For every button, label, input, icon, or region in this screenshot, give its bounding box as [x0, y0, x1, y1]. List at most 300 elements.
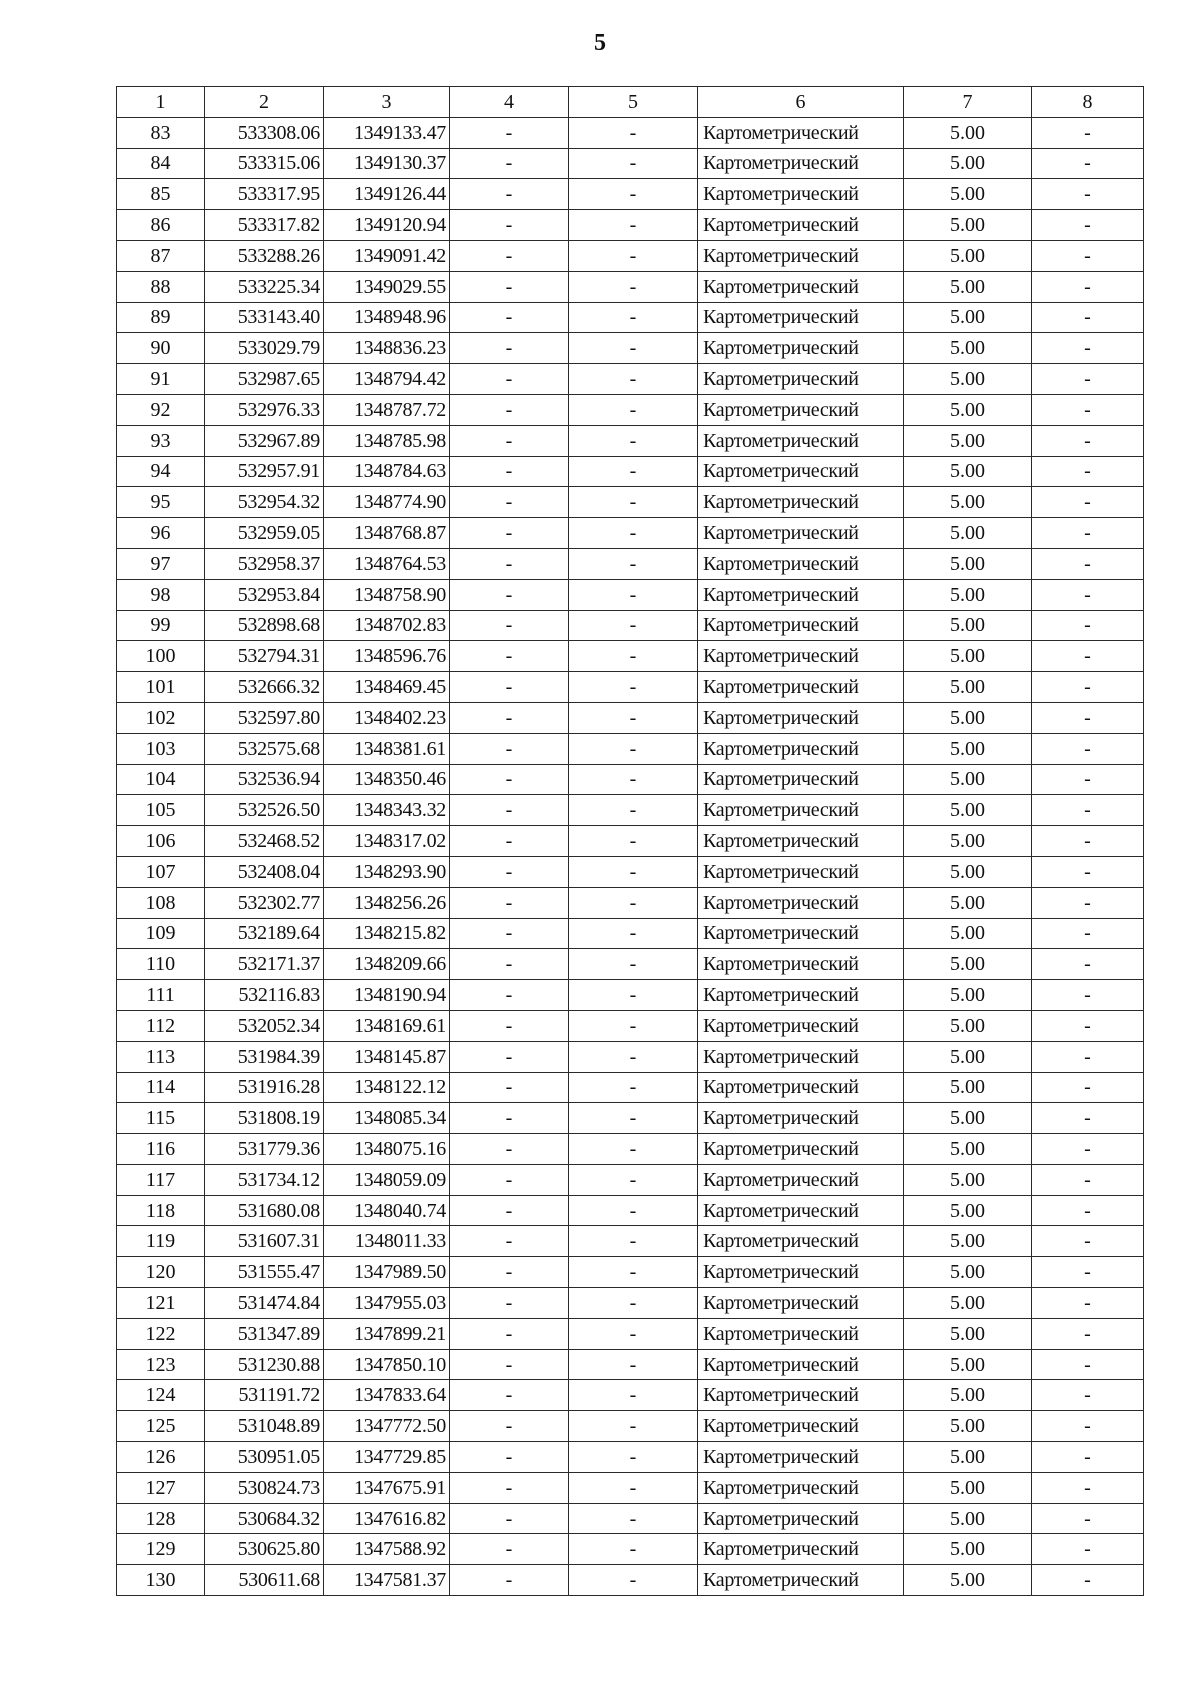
method-cell: Картометрический — [698, 1442, 904, 1473]
accuracy-cell: 5.00 — [904, 1534, 1032, 1565]
accuracy-cell: 5.00 — [904, 579, 1032, 610]
method-cell: Картометрический — [698, 1349, 904, 1380]
y-coordinate-cell: 1348343.32 — [324, 795, 450, 826]
column-4-cell: - — [450, 1288, 569, 1319]
y-coordinate-cell: 1347581.37 — [324, 1565, 450, 1596]
method-cell: Картометрический — [698, 240, 904, 271]
point-number-cell: 84 — [117, 148, 205, 179]
x-coordinate-cell: 532302.77 — [205, 887, 324, 918]
column-4-cell: - — [450, 949, 569, 980]
y-coordinate-cell: 1348794.42 — [324, 364, 450, 395]
column-4-cell: - — [450, 1134, 569, 1165]
x-coordinate-cell: 531779.36 — [205, 1134, 324, 1165]
table-row — [117, 487, 1144, 518]
table-row — [117, 702, 1144, 733]
column-5-cell: - — [569, 949, 698, 980]
table-row — [117, 1226, 1144, 1257]
y-coordinate-cell: 1348122.12 — [324, 1072, 450, 1103]
method-cell: Картометрический — [698, 148, 904, 179]
column-8-cell: - — [1032, 487, 1144, 518]
table-row — [117, 117, 1144, 148]
column-4-cell: - — [450, 610, 569, 641]
x-coordinate-cell: 532958.37 — [205, 548, 324, 579]
table-row — [117, 887, 1144, 918]
table-body — [117, 87, 1144, 1596]
y-coordinate-cell: 1347850.10 — [324, 1349, 450, 1380]
x-coordinate-cell: 530625.80 — [205, 1534, 324, 1565]
y-coordinate-cell: 1348085.34 — [324, 1103, 450, 1134]
column-4-cell: - — [450, 579, 569, 610]
table-row — [117, 1164, 1144, 1195]
column-5-cell: - — [569, 1349, 698, 1380]
point-number-cell: 117 — [117, 1164, 205, 1195]
accuracy-cell: 5.00 — [904, 1195, 1032, 1226]
column-4-cell: - — [450, 179, 569, 210]
accuracy-cell: 5.00 — [904, 240, 1032, 271]
column-4-cell: - — [450, 364, 569, 395]
x-coordinate-cell: 531191.72 — [205, 1380, 324, 1411]
x-coordinate-cell: 532536.94 — [205, 764, 324, 795]
column-8-cell: - — [1032, 1503, 1144, 1534]
column-8-cell: - — [1032, 394, 1144, 425]
method-cell: Картометрический — [698, 1041, 904, 1072]
column-5-cell: - — [569, 179, 698, 210]
column-8-cell: - — [1032, 795, 1144, 826]
accuracy-cell: 5.00 — [904, 456, 1032, 487]
column-4-cell: - — [450, 1503, 569, 1534]
point-number-cell: 91 — [117, 364, 205, 395]
coordinates-table-container — [116, 86, 1144, 1596]
accuracy-cell: 5.00 — [904, 918, 1032, 949]
x-coordinate-cell: 532898.68 — [205, 610, 324, 641]
point-number-cell: 100 — [117, 641, 205, 672]
accuracy-cell: 5.00 — [904, 1103, 1032, 1134]
column-5-cell: - — [569, 1134, 698, 1165]
point-number-cell: 87 — [117, 240, 205, 271]
column-5-cell: - — [569, 240, 698, 271]
column-5-cell: - — [569, 702, 698, 733]
y-coordinate-cell: 1348190.94 — [324, 980, 450, 1011]
point-number-cell: 96 — [117, 518, 205, 549]
y-coordinate-cell: 1348836.23 — [324, 333, 450, 364]
column-5-cell: - — [569, 1195, 698, 1226]
y-coordinate-cell: 1348764.53 — [324, 548, 450, 579]
x-coordinate-cell: 532666.32 — [205, 672, 324, 703]
x-coordinate-cell: 532171.37 — [205, 949, 324, 980]
column-4-cell: - — [450, 641, 569, 672]
x-coordinate-cell: 531607.31 — [205, 1226, 324, 1257]
y-coordinate-cell: 1348011.33 — [324, 1226, 450, 1257]
x-coordinate-cell: 533315.06 — [205, 148, 324, 179]
x-coordinate-cell: 532967.89 — [205, 425, 324, 456]
method-cell: Картометрический — [698, 980, 904, 1011]
column-5-cell: - — [569, 302, 698, 333]
column-8-cell: - — [1032, 610, 1144, 641]
column-5-cell: - — [569, 425, 698, 456]
accuracy-cell: 5.00 — [904, 1134, 1032, 1165]
x-coordinate-cell: 532954.32 — [205, 487, 324, 518]
column-8-cell: - — [1032, 579, 1144, 610]
method-cell: Картометрический — [698, 394, 904, 425]
y-coordinate-cell: 1348784.63 — [324, 456, 450, 487]
point-number-cell: 86 — [117, 210, 205, 241]
y-coordinate-cell: 1348145.87 — [324, 1041, 450, 1072]
column-4-cell: - — [450, 333, 569, 364]
column-4-cell: - — [450, 826, 569, 857]
method-cell: Картометрический — [698, 179, 904, 210]
accuracy-cell: 5.00 — [904, 980, 1032, 1011]
accuracy-cell: 5.00 — [904, 672, 1032, 703]
column-8-cell: - — [1032, 425, 1144, 456]
table-row — [117, 240, 1144, 271]
column-5-cell: - — [569, 518, 698, 549]
point-number-cell: 110 — [117, 949, 205, 980]
method-cell: Картометрический — [698, 1134, 904, 1165]
accuracy-cell: 5.00 — [904, 302, 1032, 333]
y-coordinate-cell: 1348215.82 — [324, 918, 450, 949]
point-number-cell: 97 — [117, 548, 205, 579]
column-5-cell: - — [569, 1041, 698, 1072]
y-coordinate-cell: 1347772.50 — [324, 1411, 450, 1442]
column-5-cell: - — [569, 271, 698, 302]
column-8-cell: - — [1032, 1472, 1144, 1503]
table-row — [117, 949, 1144, 980]
y-coordinate-cell: 1348040.74 — [324, 1195, 450, 1226]
accuracy-cell: 5.00 — [904, 333, 1032, 364]
x-coordinate-cell: 532468.52 — [205, 826, 324, 857]
accuracy-cell: 5.00 — [904, 1010, 1032, 1041]
method-cell: Картометрический — [698, 1195, 904, 1226]
point-number-cell: 99 — [117, 610, 205, 641]
column-4-cell: - — [450, 1380, 569, 1411]
table-row — [117, 1411, 1144, 1442]
y-coordinate-cell: 1348469.45 — [324, 672, 450, 703]
column-5-cell: - — [569, 1472, 698, 1503]
table-row — [117, 1195, 1144, 1226]
point-number-cell: 83 — [117, 117, 205, 148]
table-row — [117, 456, 1144, 487]
column-4-cell: - — [450, 394, 569, 425]
accuracy-cell: 5.00 — [904, 1041, 1032, 1072]
column-5-cell: - — [569, 672, 698, 703]
column-8-cell: - — [1032, 641, 1144, 672]
table-row — [117, 1041, 1144, 1072]
x-coordinate-cell: 530684.32 — [205, 1503, 324, 1534]
point-number-cell: 90 — [117, 333, 205, 364]
accuracy-cell: 5.00 — [904, 548, 1032, 579]
method-cell: Картометрический — [698, 856, 904, 887]
column-4-cell: - — [450, 1195, 569, 1226]
column-4-cell: - — [450, 672, 569, 703]
point-number-cell: 111 — [117, 980, 205, 1011]
column-header: 5 — [569, 87, 698, 118]
accuracy-cell: 5.00 — [904, 1164, 1032, 1195]
y-coordinate-cell: 1348758.90 — [324, 579, 450, 610]
column-4-cell: - — [450, 1534, 569, 1565]
column-4-cell: - — [450, 1257, 569, 1288]
x-coordinate-cell: 531916.28 — [205, 1072, 324, 1103]
table-row — [117, 271, 1144, 302]
point-number-cell: 123 — [117, 1349, 205, 1380]
accuracy-cell: 5.00 — [904, 1472, 1032, 1503]
table-row — [117, 641, 1144, 672]
method-cell: Картометрический — [698, 826, 904, 857]
method-cell: Картометрический — [698, 1164, 904, 1195]
accuracy-cell: 5.00 — [904, 1349, 1032, 1380]
page-number: 5 — [594, 30, 606, 56]
x-coordinate-cell: 532052.34 — [205, 1010, 324, 1041]
accuracy-cell: 5.00 — [904, 949, 1032, 980]
point-number-cell: 105 — [117, 795, 205, 826]
x-coordinate-cell: 533317.95 — [205, 179, 324, 210]
point-number-cell: 85 — [117, 179, 205, 210]
point-number-cell: 113 — [117, 1041, 205, 1072]
method-cell: Картометрический — [698, 733, 904, 764]
x-coordinate-cell: 532976.33 — [205, 394, 324, 425]
column-4-cell: - — [450, 1072, 569, 1103]
table-row — [117, 1134, 1144, 1165]
y-coordinate-cell: 1347955.03 — [324, 1288, 450, 1319]
y-coordinate-cell: 1348293.90 — [324, 856, 450, 887]
column-5-cell: - — [569, 394, 698, 425]
column-4-cell: - — [450, 210, 569, 241]
x-coordinate-cell: 531048.89 — [205, 1411, 324, 1442]
column-5-cell: - — [569, 641, 698, 672]
table-row — [117, 980, 1144, 1011]
x-coordinate-cell: 532597.80 — [205, 702, 324, 733]
column-8-cell: - — [1032, 117, 1144, 148]
y-coordinate-cell: 1348350.46 — [324, 764, 450, 795]
x-coordinate-cell: 533317.82 — [205, 210, 324, 241]
column-4-cell: - — [450, 518, 569, 549]
point-number-cell: 119 — [117, 1226, 205, 1257]
point-number-cell: 125 — [117, 1411, 205, 1442]
column-5-cell: - — [569, 733, 698, 764]
table-row — [117, 579, 1144, 610]
column-5-cell: - — [569, 764, 698, 795]
table-row — [117, 1472, 1144, 1503]
method-cell: Картометрический — [698, 271, 904, 302]
column-8-cell: - — [1032, 333, 1144, 364]
column-5-cell: - — [569, 1164, 698, 1195]
table-row — [117, 302, 1144, 333]
y-coordinate-cell: 1348209.66 — [324, 949, 450, 980]
column-4-cell: - — [450, 240, 569, 271]
table-row — [117, 733, 1144, 764]
y-coordinate-cell: 1348785.98 — [324, 425, 450, 456]
column-5-cell: - — [569, 887, 698, 918]
column-header: 3 — [324, 87, 450, 118]
accuracy-cell: 5.00 — [904, 733, 1032, 764]
column-8-cell: - — [1032, 271, 1144, 302]
point-number-cell: 120 — [117, 1257, 205, 1288]
table-header-row — [117, 87, 1144, 118]
accuracy-cell: 5.00 — [904, 487, 1032, 518]
accuracy-cell: 5.00 — [904, 1380, 1032, 1411]
method-cell: Картометрический — [698, 487, 904, 518]
x-coordinate-cell: 531555.47 — [205, 1257, 324, 1288]
method-cell: Картометрический — [698, 672, 904, 703]
accuracy-cell: 5.00 — [904, 764, 1032, 795]
column-5-cell: - — [569, 1411, 698, 1442]
point-number-cell: 102 — [117, 702, 205, 733]
accuracy-cell: 5.00 — [904, 826, 1032, 857]
x-coordinate-cell: 532526.50 — [205, 795, 324, 826]
method-cell: Картометрический — [698, 1103, 904, 1134]
method-cell: Картометрический — [698, 1503, 904, 1534]
table-row — [117, 1288, 1144, 1319]
column-8-cell: - — [1032, 1226, 1144, 1257]
y-coordinate-cell: 1349133.47 — [324, 117, 450, 148]
point-number-cell: 89 — [117, 302, 205, 333]
column-8-cell: - — [1032, 1072, 1144, 1103]
column-8-cell: - — [1032, 240, 1144, 271]
table-row — [117, 425, 1144, 456]
table-row — [117, 826, 1144, 857]
column-5-cell: - — [569, 548, 698, 579]
column-4-cell: - — [450, 980, 569, 1011]
column-5-cell: - — [569, 1318, 698, 1349]
method-cell: Картометрический — [698, 1318, 904, 1349]
y-coordinate-cell: 1348402.23 — [324, 702, 450, 733]
column-4-cell: - — [450, 887, 569, 918]
y-coordinate-cell: 1348256.26 — [324, 887, 450, 918]
method-cell: Картометрический — [698, 1072, 904, 1103]
table-row — [117, 1380, 1144, 1411]
accuracy-cell: 5.00 — [904, 1288, 1032, 1319]
y-coordinate-cell: 1349091.42 — [324, 240, 450, 271]
column-8-cell: - — [1032, 1318, 1144, 1349]
point-number-cell: 127 — [117, 1472, 205, 1503]
accuracy-cell: 5.00 — [904, 1565, 1032, 1596]
point-number-cell: 94 — [117, 456, 205, 487]
point-number-cell: 108 — [117, 887, 205, 918]
x-coordinate-cell: 533308.06 — [205, 117, 324, 148]
method-cell: Картометрический — [698, 425, 904, 456]
point-number-cell: 103 — [117, 733, 205, 764]
column-8-cell: - — [1032, 364, 1144, 395]
accuracy-cell: 5.00 — [904, 210, 1032, 241]
column-8-cell: - — [1032, 1411, 1144, 1442]
y-coordinate-cell: 1348381.61 — [324, 733, 450, 764]
column-5-cell: - — [569, 1534, 698, 1565]
point-number-cell: 112 — [117, 1010, 205, 1041]
accuracy-cell: 5.00 — [904, 795, 1032, 826]
column-4-cell: - — [450, 1565, 569, 1596]
column-5-cell: - — [569, 117, 698, 148]
point-number-cell: 130 — [117, 1565, 205, 1596]
point-number-cell: 107 — [117, 856, 205, 887]
accuracy-cell: 5.00 — [904, 394, 1032, 425]
x-coordinate-cell: 532957.91 — [205, 456, 324, 487]
table-row — [117, 210, 1144, 241]
y-coordinate-cell: 1349130.37 — [324, 148, 450, 179]
column-8-cell: - — [1032, 826, 1144, 857]
column-5-cell: - — [569, 1103, 698, 1134]
table-row — [117, 1010, 1144, 1041]
method-cell: Картометрический — [698, 949, 904, 980]
method-cell: Картометрический — [698, 117, 904, 148]
column-4-cell: - — [450, 918, 569, 949]
x-coordinate-cell: 533029.79 — [205, 333, 324, 364]
accuracy-cell: 5.00 — [904, 148, 1032, 179]
column-8-cell: - — [1032, 949, 1144, 980]
column-4-cell: - — [450, 117, 569, 148]
accuracy-cell: 5.00 — [904, 1072, 1032, 1103]
column-5-cell: - — [569, 364, 698, 395]
column-4-cell: - — [450, 148, 569, 179]
column-8-cell: - — [1032, 1349, 1144, 1380]
column-8-cell: - — [1032, 210, 1144, 241]
point-number-cell: 118 — [117, 1195, 205, 1226]
accuracy-cell: 5.00 — [904, 1318, 1032, 1349]
column-5-cell: - — [569, 579, 698, 610]
column-header: 4 — [450, 87, 569, 118]
point-number-cell: 95 — [117, 487, 205, 518]
method-cell: Картометрический — [698, 1288, 904, 1319]
column-8-cell: - — [1032, 1164, 1144, 1195]
table-row — [117, 518, 1144, 549]
table-row — [117, 672, 1144, 703]
accuracy-cell: 5.00 — [904, 641, 1032, 672]
column-5-cell: - — [569, 826, 698, 857]
method-cell: Картометрический — [698, 641, 904, 672]
column-4-cell: - — [450, 795, 569, 826]
table-row — [117, 333, 1144, 364]
column-5-cell: - — [569, 1503, 698, 1534]
column-4-cell: - — [450, 1103, 569, 1134]
method-cell: Картометрический — [698, 702, 904, 733]
y-coordinate-cell: 1347588.92 — [324, 1534, 450, 1565]
column-8-cell: - — [1032, 887, 1144, 918]
column-8-cell: - — [1032, 702, 1144, 733]
x-coordinate-cell: 531230.88 — [205, 1349, 324, 1380]
point-number-cell: 88 — [117, 271, 205, 302]
method-cell: Картометрический — [698, 795, 904, 826]
column-4-cell: - — [450, 302, 569, 333]
x-coordinate-cell: 531347.89 — [205, 1318, 324, 1349]
column-8-cell: - — [1032, 1041, 1144, 1072]
table-row — [117, 795, 1144, 826]
column-4-cell: - — [450, 1472, 569, 1503]
column-4-cell: - — [450, 1226, 569, 1257]
y-coordinate-cell: 1349029.55 — [324, 271, 450, 302]
x-coordinate-cell: 532987.65 — [205, 364, 324, 395]
x-coordinate-cell: 533143.40 — [205, 302, 324, 333]
y-coordinate-cell: 1347729.85 — [324, 1442, 450, 1473]
table-row — [117, 1534, 1144, 1565]
method-cell: Картометрический — [698, 1534, 904, 1565]
column-header: 8 — [1032, 87, 1144, 118]
x-coordinate-cell: 531734.12 — [205, 1164, 324, 1195]
column-8-cell: - — [1032, 980, 1144, 1011]
point-number-cell: 121 — [117, 1288, 205, 1319]
table-row — [117, 764, 1144, 795]
accuracy-cell: 5.00 — [904, 887, 1032, 918]
column-8-cell: - — [1032, 1442, 1144, 1473]
accuracy-cell: 5.00 — [904, 518, 1032, 549]
y-coordinate-cell: 1347616.82 — [324, 1503, 450, 1534]
coordinates-table — [116, 86, 1144, 1596]
column-4-cell: - — [450, 702, 569, 733]
accuracy-cell: 5.00 — [904, 702, 1032, 733]
table-row — [117, 1257, 1144, 1288]
method-cell: Картометрический — [698, 1257, 904, 1288]
y-coordinate-cell: 1348787.72 — [324, 394, 450, 425]
column-8-cell: - — [1032, 518, 1144, 549]
method-cell: Картометрический — [698, 1472, 904, 1503]
method-cell: Картометрический — [698, 579, 904, 610]
